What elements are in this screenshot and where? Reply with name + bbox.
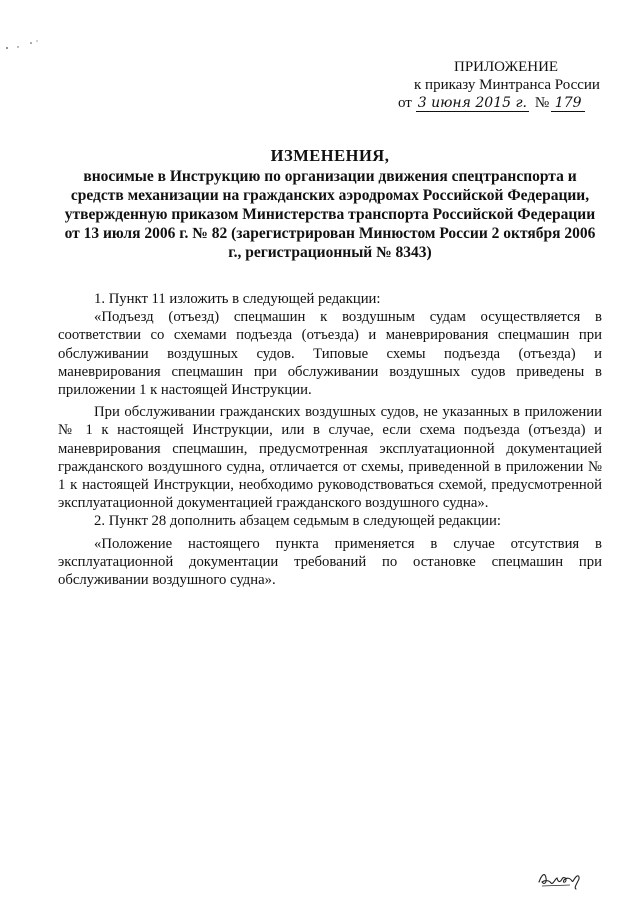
document-title bbox=[60, 146, 600, 262]
scan-specks bbox=[4, 38, 44, 52]
number-label: № bbox=[534, 95, 550, 111]
document-body bbox=[58, 290, 602, 589]
title-main: ИЗМЕНЕНИЯ, bbox=[270, 146, 390, 165]
appendix-title: ПРИЛОЖЕНИЕ bbox=[454, 59, 559, 75]
from-label: от bbox=[398, 95, 412, 111]
signature-initials bbox=[536, 866, 588, 890]
body-paragraph: «Положение настоящего пункта применяется в случае отсутствия в эксплуатационной документации требований по остановке спецмашин при обслуживании воздушного судна». bbox=[58, 535, 602, 589]
handwritten-number: 179 bbox=[551, 96, 585, 112]
body-paragraph: При обслуживании гражданских воздушных судов, не указанных в приложении № 1 к настоящей Инструкции, или в случае, если схема подъезда (отъезда) и маневрирования спецмашин, предусмотренная эксплуатационной документацией гражданского воздушного судна, отличается от схемы, приведенной в приложении № 1 к настоящей Инструкции, необходимо руководствоваться схемой, предусмотренной эксплуатационной документацией гражданского воздушного судна». bbox=[58, 404, 602, 512]
body-paragraph: 1. Пункт 11 изложить в следующей редакции: bbox=[94, 291, 381, 307]
appendix-header bbox=[398, 58, 610, 112]
title-subtitle: вносимые в Инструкцию по организации движения спецтранспорта и средств механизации на гражданских аэродромах Российской Федерации, утвержденную приказом Министерства транспорта Российской Федерации от 13 июля 2006 г. № 82 (зарегистрирован Минюстом России 2 октября 2006 г., регистрационный № 8343) bbox=[64, 168, 596, 261]
handwritten-date: 3 июня 2015 г. bbox=[417, 95, 527, 111]
body-paragraph: «Подъезд (отъезд) спецмашин к воздушным судам осуществляется в соответствии со схемами подъезда (отъезда) и маневрирования спецмашин при обслуживании воздушных судов. Типовые схемы подъезда (отъезда) и маневрирования спецмашин при обслуживании воздушных судов приведены в приложении 1 к настоящей Инструкции. bbox=[58, 309, 602, 399]
body-paragraph: 2. Пункт 28 дополнить абзацем седьмым в следующей редакции: bbox=[94, 513, 501, 530]
appendix-ref: к приказу Минтранса России bbox=[414, 77, 600, 93]
appendix-date-line bbox=[398, 94, 610, 112]
